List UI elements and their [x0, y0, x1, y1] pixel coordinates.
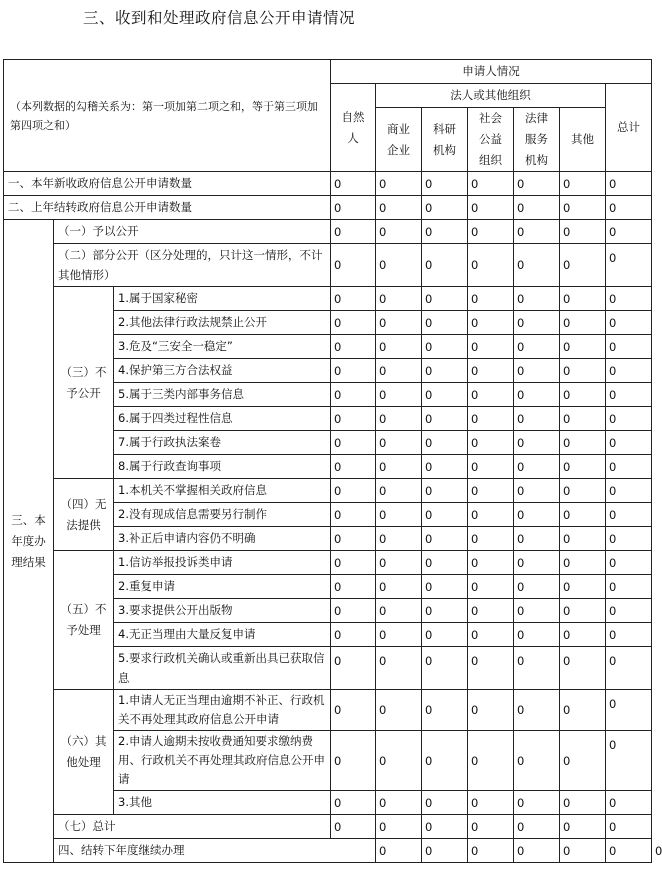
value-cell: 0 [560, 527, 606, 551]
value-cell: 0 [560, 479, 606, 503]
value-cell: 0 [514, 647, 560, 690]
value-cell: 0 [468, 172, 514, 196]
value-cell: 0 [376, 311, 422, 335]
value-cell: 0 [422, 503, 468, 527]
value-cell: 0 [422, 551, 468, 575]
value-cell: 0 [514, 791, 560, 815]
value-cell: 0 [514, 839, 560, 863]
table-row [4, 172, 652, 196]
value-cell: 0 [468, 431, 514, 455]
table-row [4, 479, 652, 503]
value-cell: 0 [606, 503, 652, 527]
value-cell: 0 [376, 383, 422, 407]
value-cell: 0 [422, 623, 468, 647]
value-cell: 0 [606, 244, 652, 287]
row-label: 4.保护第三方合法权益 [114, 359, 331, 383]
value-cell: 0 [514, 359, 560, 383]
value-cell: 0 [422, 455, 468, 479]
value-cell: 0 [422, 527, 468, 551]
value-cell: 0 [376, 503, 422, 527]
header-other: 其他 [560, 108, 606, 172]
value-cell: 0 [560, 172, 606, 196]
value-cell: 0 [514, 815, 560, 839]
value-cell: 0 [560, 244, 606, 287]
value-cell: 0 [468, 359, 514, 383]
value-cell: 0 [514, 172, 560, 196]
table-row [4, 244, 652, 287]
value-cell: 0 [606, 311, 652, 335]
value-cell: 0 [514, 623, 560, 647]
value-cell: 0 [422, 731, 468, 791]
value-cell: 0 [331, 623, 376, 647]
header-applicant: 申请人情况 [331, 60, 652, 84]
row-label: （一）予以公开 [54, 220, 331, 244]
value-cell: 0 [376, 479, 422, 503]
value-cell: 0 [514, 455, 560, 479]
row-label: 1.申请人无正当理由逾期不补正、行政机关不再处理其政府信息公开申请 [114, 690, 331, 731]
value-cell: 0 [376, 407, 422, 431]
value-cell: 0 [468, 690, 514, 731]
value-cell: 0 [331, 196, 376, 220]
value-cell: 0 [606, 791, 652, 815]
row-label: 四、结转下年度继续办理 [54, 839, 376, 863]
value-cell: 0 [422, 172, 468, 196]
note-cell: （本列数据的勾稽关系为：第一项加第二项之和，等于第三项加第四项之和） [4, 60, 331, 172]
value-cell: 0 [468, 731, 514, 791]
value-cell: 0 [331, 527, 376, 551]
value-cell: 0 [514, 479, 560, 503]
value-cell: 0 [468, 455, 514, 479]
row-group-label: （三）不予公开 [54, 287, 114, 479]
value-cell: 0 [331, 455, 376, 479]
value-cell: 0 [376, 431, 422, 455]
value-cell: 0 [514, 287, 560, 311]
table-row: 四、结转下年度继续办理 0 0 0 0 0 0 0 [4, 839, 652, 863]
value-cell: 0 [331, 551, 376, 575]
value-cell: 0 [468, 287, 514, 311]
statistics-table [3, 59, 662, 863]
value-cell: 0 [468, 575, 514, 599]
value-cell: 0 [331, 815, 376, 839]
row-label: 1.本机关不掌握相关政府信息 [114, 479, 331, 503]
value-cell: 0 [468, 311, 514, 335]
value-cell: 0 [606, 431, 652, 455]
value-cell: 0 [606, 455, 652, 479]
table-row [4, 815, 652, 839]
value-cell: 0 [376, 575, 422, 599]
value-cell: 0 [606, 623, 652, 647]
row-label: 7.属于行政执法案卷 [114, 431, 331, 455]
row-label: 3.危及“三安全一稳定” [114, 335, 331, 359]
value-cell: 0 [560, 407, 606, 431]
value-cell: 0 [514, 220, 560, 244]
value-cell: 0 [560, 431, 606, 455]
row-label: 2.重复申请 [114, 575, 331, 599]
value-cell: 0 [606, 407, 652, 431]
value-cell: 0 [514, 196, 560, 220]
value-cell: 0 [514, 731, 560, 791]
value-cell: 0 [376, 335, 422, 359]
row-label: 3.补正后申请内容仍不明确 [114, 527, 331, 551]
value-cell: 0 [422, 479, 468, 503]
value-cell: 0 [331, 479, 376, 503]
row-label: 4.无正当理由大量反复申请 [114, 623, 331, 647]
value-cell: 0 [331, 383, 376, 407]
value-cell: 0 [606, 335, 652, 359]
value-cell: 0 [468, 527, 514, 551]
row-label: 2.其他法律行政法规禁止公开 [114, 311, 331, 335]
value-cell: 0 [560, 196, 606, 220]
value-cell: 0 [376, 359, 422, 383]
value-cell: 0 [514, 431, 560, 455]
value-cell: 0 [606, 196, 652, 220]
value-cell: 0 [468, 791, 514, 815]
header-research: 科研机构 [422, 108, 468, 172]
value-cell: 0 [468, 407, 514, 431]
row-group-label: （五）不予处理 [54, 551, 114, 690]
value-cell: 0 [606, 690, 652, 731]
row-label: 1.信访举报投诉类申请 [114, 551, 331, 575]
value-cell: 0 [514, 503, 560, 527]
value-cell: 0 [514, 690, 560, 731]
table-row [4, 690, 652, 731]
value-cell: 0 [514, 551, 560, 575]
value-cell: 0 [331, 335, 376, 359]
value-cell: 0 [514, 383, 560, 407]
value-cell: 0 [468, 815, 514, 839]
value-cell: 0 [606, 575, 652, 599]
value-cell: 0 [422, 599, 468, 623]
value-cell: 0 [376, 791, 422, 815]
value-cell: 0 [606, 731, 652, 791]
value-cell: 0 [422, 244, 468, 287]
value-cell: 0 [606, 815, 652, 839]
value-cell: 0 [331, 647, 376, 690]
row-label: 1.属于国家秘密 [114, 287, 331, 311]
row-label: 2.没有现成信息需要另行制作 [114, 503, 331, 527]
value-cell: 0 [331, 431, 376, 455]
value-cell: 0 [468, 599, 514, 623]
value-cell: 0 [514, 244, 560, 287]
value-cell: 0 [606, 599, 652, 623]
value-cell: 0 [422, 431, 468, 455]
row-label: 3.要求提供公开出版物 [114, 599, 331, 623]
value-cell: 0 [331, 407, 376, 431]
row-label: 2.申请人逾期未按收费通知要求缴纳费用、行政机关不再处理其政府信息公开申请 [114, 731, 331, 791]
value-cell: 0 [514, 575, 560, 599]
row-label: （二）部分公开（区分处理的，只计这一情形，不计其他情形） [54, 244, 331, 287]
value-cell: 0 [560, 647, 606, 690]
value-cell: 0 [606, 839, 652, 863]
value-cell: 0 [560, 731, 606, 791]
value-cell: 0 [422, 220, 468, 244]
value-cell: 0 [468, 479, 514, 503]
value-cell: 0 [422, 839, 468, 863]
value-cell: 0 [606, 287, 652, 311]
section-title: 三、收到和处理政府信息公开申请情况 [83, 9, 356, 27]
value-cell: 0 [560, 311, 606, 335]
row-group-label: （四）无法提供 [54, 479, 114, 551]
header-legal: 法人或其他组织 [376, 84, 606, 108]
row-group-label: 三、本年度办理结果 [4, 220, 54, 863]
value-cell: 0 [606, 172, 652, 196]
value-cell: 0 [376, 196, 422, 220]
value-cell: 0 [422, 575, 468, 599]
row-label: （七）总计 [54, 815, 331, 839]
value-cell: 0 [606, 383, 652, 407]
header-business: 商业企业 [376, 108, 422, 172]
value-cell: 0 [606, 479, 652, 503]
table-row [4, 220, 652, 244]
value-cell: 0 [514, 527, 560, 551]
value-cell: 0 [331, 359, 376, 383]
value-cell: 0 [514, 407, 560, 431]
value-cell: 0 [331, 244, 376, 287]
value-cell: 0 [468, 647, 514, 690]
table-row [4, 196, 652, 220]
value-cell: 0 [560, 623, 606, 647]
value-cell: 0 [376, 690, 422, 731]
row-label: 5.属于三类内部事务信息 [114, 383, 331, 407]
value-cell: 0 [422, 815, 468, 839]
value-cell: 0 [468, 503, 514, 527]
value-cell: 0 [376, 551, 422, 575]
value-cell: 0 [422, 359, 468, 383]
value-cell: 0 [331, 220, 376, 244]
value-cell: 0 [468, 551, 514, 575]
value-cell: 0 [560, 220, 606, 244]
table-row [4, 551, 652, 575]
value-cell: 0 [422, 647, 468, 690]
row-label: 5.要求行政机关确认或重新出具已获取信息 [114, 647, 331, 690]
header-total: 总计 [606, 84, 652, 172]
row-label: 二、上年结转政府信息公开申请数量 [4, 196, 331, 220]
value-cell: 0 [376, 455, 422, 479]
value-cell: 0 [606, 647, 652, 690]
value-cell: 0 [514, 599, 560, 623]
value-cell: 0 [422, 287, 468, 311]
value-cell: 0 [606, 551, 652, 575]
row-label: 8.属于行政查询事项 [114, 455, 331, 479]
table-row [4, 287, 652, 311]
value-cell: 0 [331, 311, 376, 335]
value-cell: 0 [560, 791, 606, 815]
value-cell: 0 [560, 551, 606, 575]
value-cell: 0 [560, 335, 606, 359]
value-cell: 0 [331, 287, 376, 311]
value-cell: 0 [422, 690, 468, 731]
value-cell: 0 [376, 599, 422, 623]
value-cell: 0 [560, 599, 606, 623]
header-welfare: 社会公益组织 [468, 108, 514, 172]
value-cell: 0 [331, 172, 376, 196]
value-cell: 0 [560, 690, 606, 731]
value-cell: 0 [422, 196, 468, 220]
value-cell: 0 [376, 731, 422, 791]
value-cell: 0 [560, 815, 606, 839]
value-cell: 0 [422, 311, 468, 335]
value-cell: 0 [331, 791, 376, 815]
value-cell: 0 [560, 287, 606, 311]
value-cell: 0 [514, 311, 560, 335]
header-natural-person: 自然人 [331, 84, 376, 172]
value-cell: 0 [331, 575, 376, 599]
value-cell: 0 [514, 335, 560, 359]
value-cell: 0 [560, 383, 606, 407]
value-cell: 0 [376, 244, 422, 287]
value-cell: 0 [422, 791, 468, 815]
value-cell: 0 [422, 335, 468, 359]
row-label: 6.属于四类过程性信息 [114, 407, 331, 431]
value-cell: 0 [376, 623, 422, 647]
value-cell: 0 [376, 815, 422, 839]
value-cell: 0 [331, 731, 376, 791]
value-cell: 0 [606, 527, 652, 551]
header-legal-service: 法律服务机构 [514, 108, 560, 172]
value-cell: 0 [468, 383, 514, 407]
value-cell: 0 [560, 455, 606, 479]
value-cell: 0 [606, 359, 652, 383]
value-cell: 0 [560, 839, 606, 863]
value-cell: 0 [468, 244, 514, 287]
value-cell: 0 [468, 196, 514, 220]
value-cell: 0 [606, 220, 652, 244]
value-cell: 0 [331, 599, 376, 623]
value-cell: 0 [422, 407, 468, 431]
row-group-label: （六）其他处理 [54, 690, 114, 815]
value-cell: 0 [468, 623, 514, 647]
value-cell: 0 [376, 220, 422, 244]
value-cell: 0 [376, 527, 422, 551]
value-cell: 0 [468, 220, 514, 244]
value-cell: 0 [560, 359, 606, 383]
value-cell: 0 [560, 503, 606, 527]
row-label: 一、本年新收政府信息公开申请数量 [4, 172, 331, 196]
value-cell: 0 [468, 335, 514, 359]
row-label: 3.其他 [114, 791, 331, 815]
value-cell: 0 [376, 172, 422, 196]
value-cell: 0 [331, 503, 376, 527]
value-cell: 0 [560, 575, 606, 599]
value-cell: 0 [331, 690, 376, 731]
value-cell: 0 [376, 647, 422, 690]
value-cell: 0 [376, 839, 422, 863]
value-cell: 0 [422, 383, 468, 407]
value-cell: 0 [376, 287, 422, 311]
value-cell: 0 [468, 839, 514, 863]
